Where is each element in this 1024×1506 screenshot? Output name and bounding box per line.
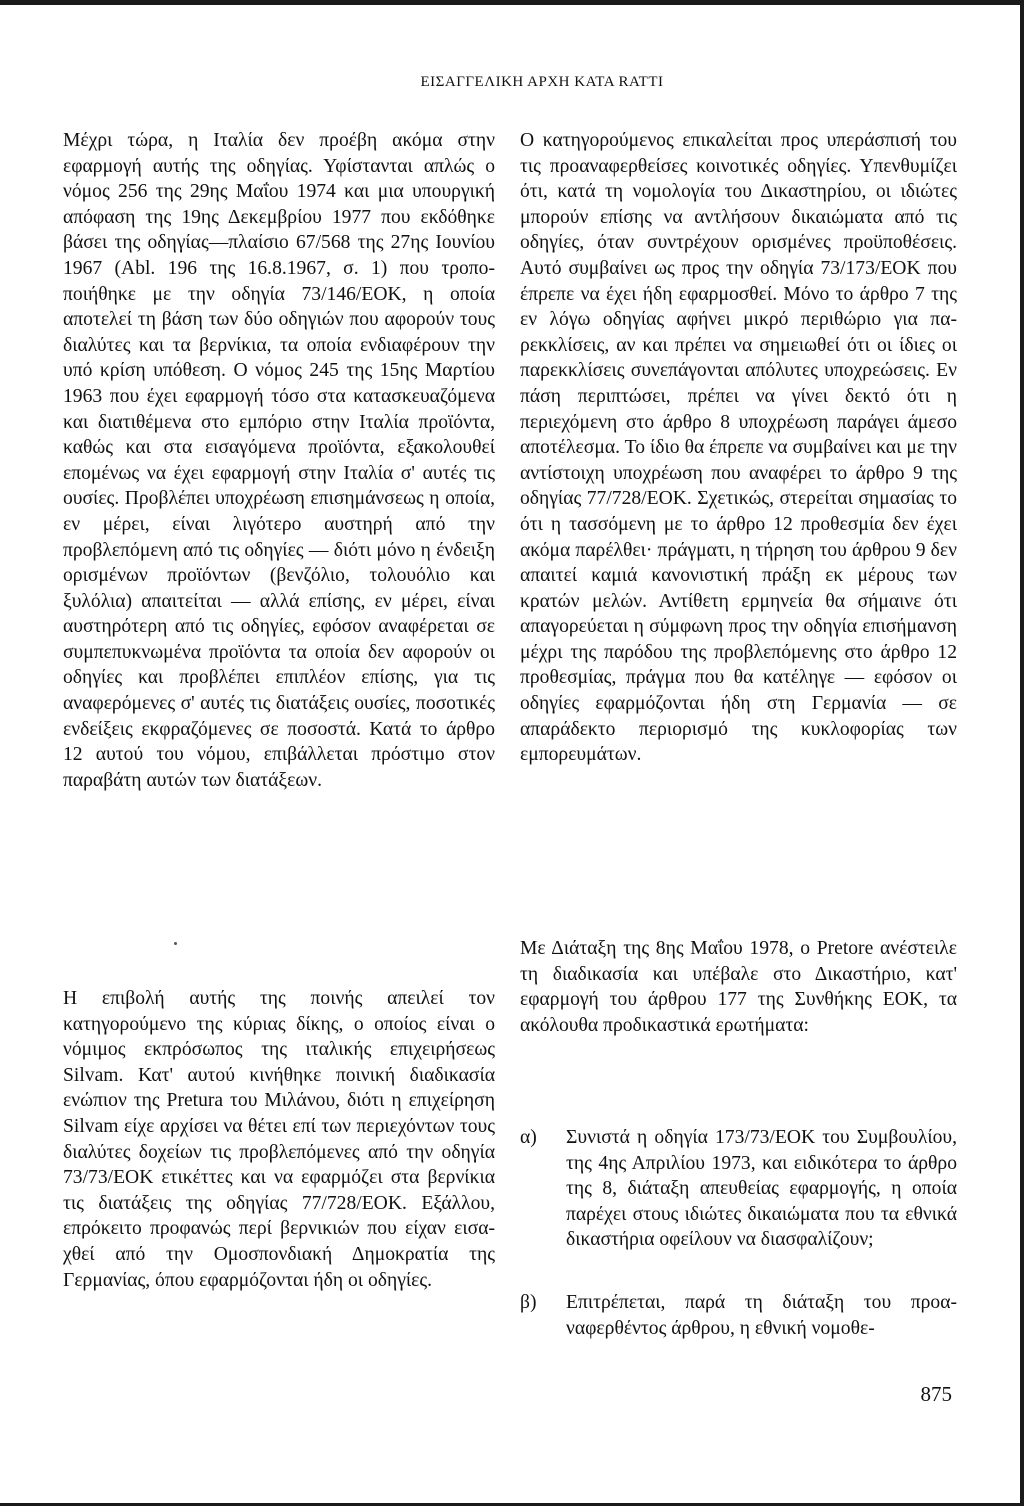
- question-list-b: [520, 1290, 957, 1341]
- running-header: ΕΙΣΑΓΓΕΛΙΚΗ ΑΡΧΗ ΚΑΤΑ RATTI: [420, 74, 664, 90]
- list-item-text: Συνιστά η οδηγία 173/73/ΕΟΚ του Συμβουλίου, της 4ης Απριλίου 1973, και ειδικότερα το άρθρο της 8, διάταξη απευθείας εφαρμογής, η οποία παρέχει στους ιδιώτες δικαιώματα που τα εθνικά δικαστήρια οφείλουν να διασφαλίζουν;: [566, 1127, 957, 1251]
- page-border-right: [1020, 0, 1024, 1506]
- paragraph-right-bottom: Με Διάταξη της 8ης Μαΐου 1978, ο Pretore ανέστειλε τη διαδικασία και υπέβαλε στο Δικαστήριο, κατ' εφαρμογή του άρθρου 177 της Συνθήκης ΕΟΚ, τα ακόλουθα προδικαστικά ερωτήματα:: [520, 938, 957, 1036]
- question-list-a: [520, 1125, 957, 1253]
- list-item: [520, 1125, 957, 1253]
- page-number: 875: [920, 1382, 952, 1406]
- paragraph-left-top: Μέχρι τώρα, η Ιταλία δεν προέβη ακόμα στην εφαρμογή αυτής της οδηγίας. Υφίστανται απλώς ο νόμος 256 της 29ης Μαΐου 1974 και μια υπουργική απόφαση της 19ης Δεκεμβρίου 1977 που εκδόθηκε βάσει της οδηγίας—πλαίσιο 67/568 της 27ης Ιουνίου 1967 (Abl. 196 της 16.8.1967, σ. 1) που τροποποιήθηκε με την οδηγία 73/146/ΕΟΚ, η οποία αποτελεί τη βάση των δύο οδηγιών που αφορούν τους διαλύτες και τα βερνίκια, τα οποία ενδιαφέρουν την υπό κρίση υπόθεση. Ο νόμος 245 της 15ης Μαρτίου 1963 που έχει εφαρμογή τόσο στα κατασκευαζόμενα και διατιθέμενα στο εμπόριο στην Ιταλία προϊόντα, καθώς και στα εισαγόμενα προϊόντα, εξακολουθεί επομένως να έχει εφαρμογή στην Ιταλία σ' αυτές τις ουσίες. Προβλέπει υποχρέωση επισημάνσεως η οποία, εν μέρει, είναι λιγότερο αυστηρή από την προβλεπόμενη από τις οδηγίες — διότι μόνο η ένδειξη ορισμένων προϊόντων (βενζόλιο, τολουόλιο και ξυλόλια) απαιτείται — αλλά επίσης, εν μέρει, είναι αυστηρότερη από τις οδηγίες, εφόσον αναφέρεται σε συμπεπυκνωμένα προϊόντα τα οποία δεν αφορούν οι οδηγίες και προβλέπει επιπλέον επίσης, για τις αναφερόμενες σ' αυτές τις διατάξεις ουσίες, ποσοτικές ενδείξεις εκφραζόμενες σε ποσοστά. Κατά το άρθρο 12 αυτού του νόμου, επιβάλλεται πρόστιμο στον παραβάτη αυτών των διατάξεων.: [63, 130, 495, 791]
- paragraph-right-top: Ο κατηγορούμενος επικαλείται προς υπεράσπισή του τις προαναφερθείσες κοινοτικές οδηγίες. Υπενθυμίζει ότι, κατά τη νομολογία του Δικαστηρίου, οι ιδιώτες μπορούν επίσης να αντλήσουν δικαιώματα από τις οδηγίες, όταν συντρέχουν ορισμένες προϋποθέσεις. Αυτό συμβαίνει ως προς την οδηγία 73/173/ΕΟΚ που έπρεπε να έχει ήδη εφαρμοσθεί. Μόνο το άρθρο 7 της εν λόγω οδηγίας αφήνει μικρό περιθώριο για παρεκκλίσεις, αν και πρέπει να σημειωθεί ότι οι ίδιες οι παρεκκλίσεις συνεπάγονται απόλυτες υποχρεώσεις. Εν πάση περιπτώσει, πρέπει να γίνει δεκτό ότι η περιεχόμενη στο άρθρο 8 υποχρέωση παράγει άμεσο αποτέλεσμα. Το ίδιο θα έπρεπε να συμβαίνει και με την αντίστοιχη υποχρέωση που αναφέρει το άρθρο 9 της οδηγίας 77/728/ΕΟΚ. Σχετικώς, στερείται σημασίας το ότι η τασσόμενη με το άρθρο 12 προθεσμία δεν έχει ακόμα παρέλθει· πράγματι, η τήρηση του άρθρου 9 δεν απαιτεί καμιά κανονιστική πράξη εκ μέρους των κρατών μελών. Αντίθετη ερμηνεία θα σήμαινε ότι απαγορεύεται η σύμφωνη προς την οδηγία επισήμανση μέχρι της παρόδου της προβλεπόμενης στο άρθρο 12 προθεσμίας, πράγμα που θα κατέληγε — εφόσον οι οδηγίες εφαρμόζονται ήδη στη Γερμανία — σε απαράδεκτο περιορισμό της κυκλοφορίας των εμπορευμάτων.: [520, 130, 957, 766]
- list-item-text: Επιτρέπεται, παρά τη διάταξη του προαναφερθέντος άρθρου, η εθνική νομοθε-: [566, 1292, 957, 1339]
- list-marker: β): [520, 1292, 537, 1313]
- list-marker: α): [520, 1127, 537, 1148]
- paragraph-left-bottom: Η επιβολή αυτής της ποινής απειλεί τον κατηγορούμενο της κύριας δίκης, ο οποίος είναι ο νόμιμος εκπρόσωπος της ιταλικής επιχειρήσεως Silvam. Κατ' αυτού κινήθηκε ποινική διαδικασία ενώπιον της Pretura του Μιλάνου, διότι η επιχείρηση Silvam είχε αρχίσει να θέτει επί των περιεχόντων τους διαλύτες δοχείων τις προβλεπόμενες από την οδηγία 73/73/ΕΟΚ ετικέττες και να εφαρμόζει στα βερνίκια τις διατάξεις της οδηγίας 77/728/ΕΟΚ. Εξάλλου, επρόκειτο προφανώς περί βερνικιών που είχαν εισαχθεί από την Ομοσπονδιακή Δημοκρατία της Γερμανίας, όπου εφαρμόζονται ήδη οι οδηγίες.: [63, 988, 495, 1291]
- scan-speck: [174, 942, 177, 945]
- page-border-top: [0, 0, 1024, 5]
- list-item: [520, 1290, 957, 1341]
